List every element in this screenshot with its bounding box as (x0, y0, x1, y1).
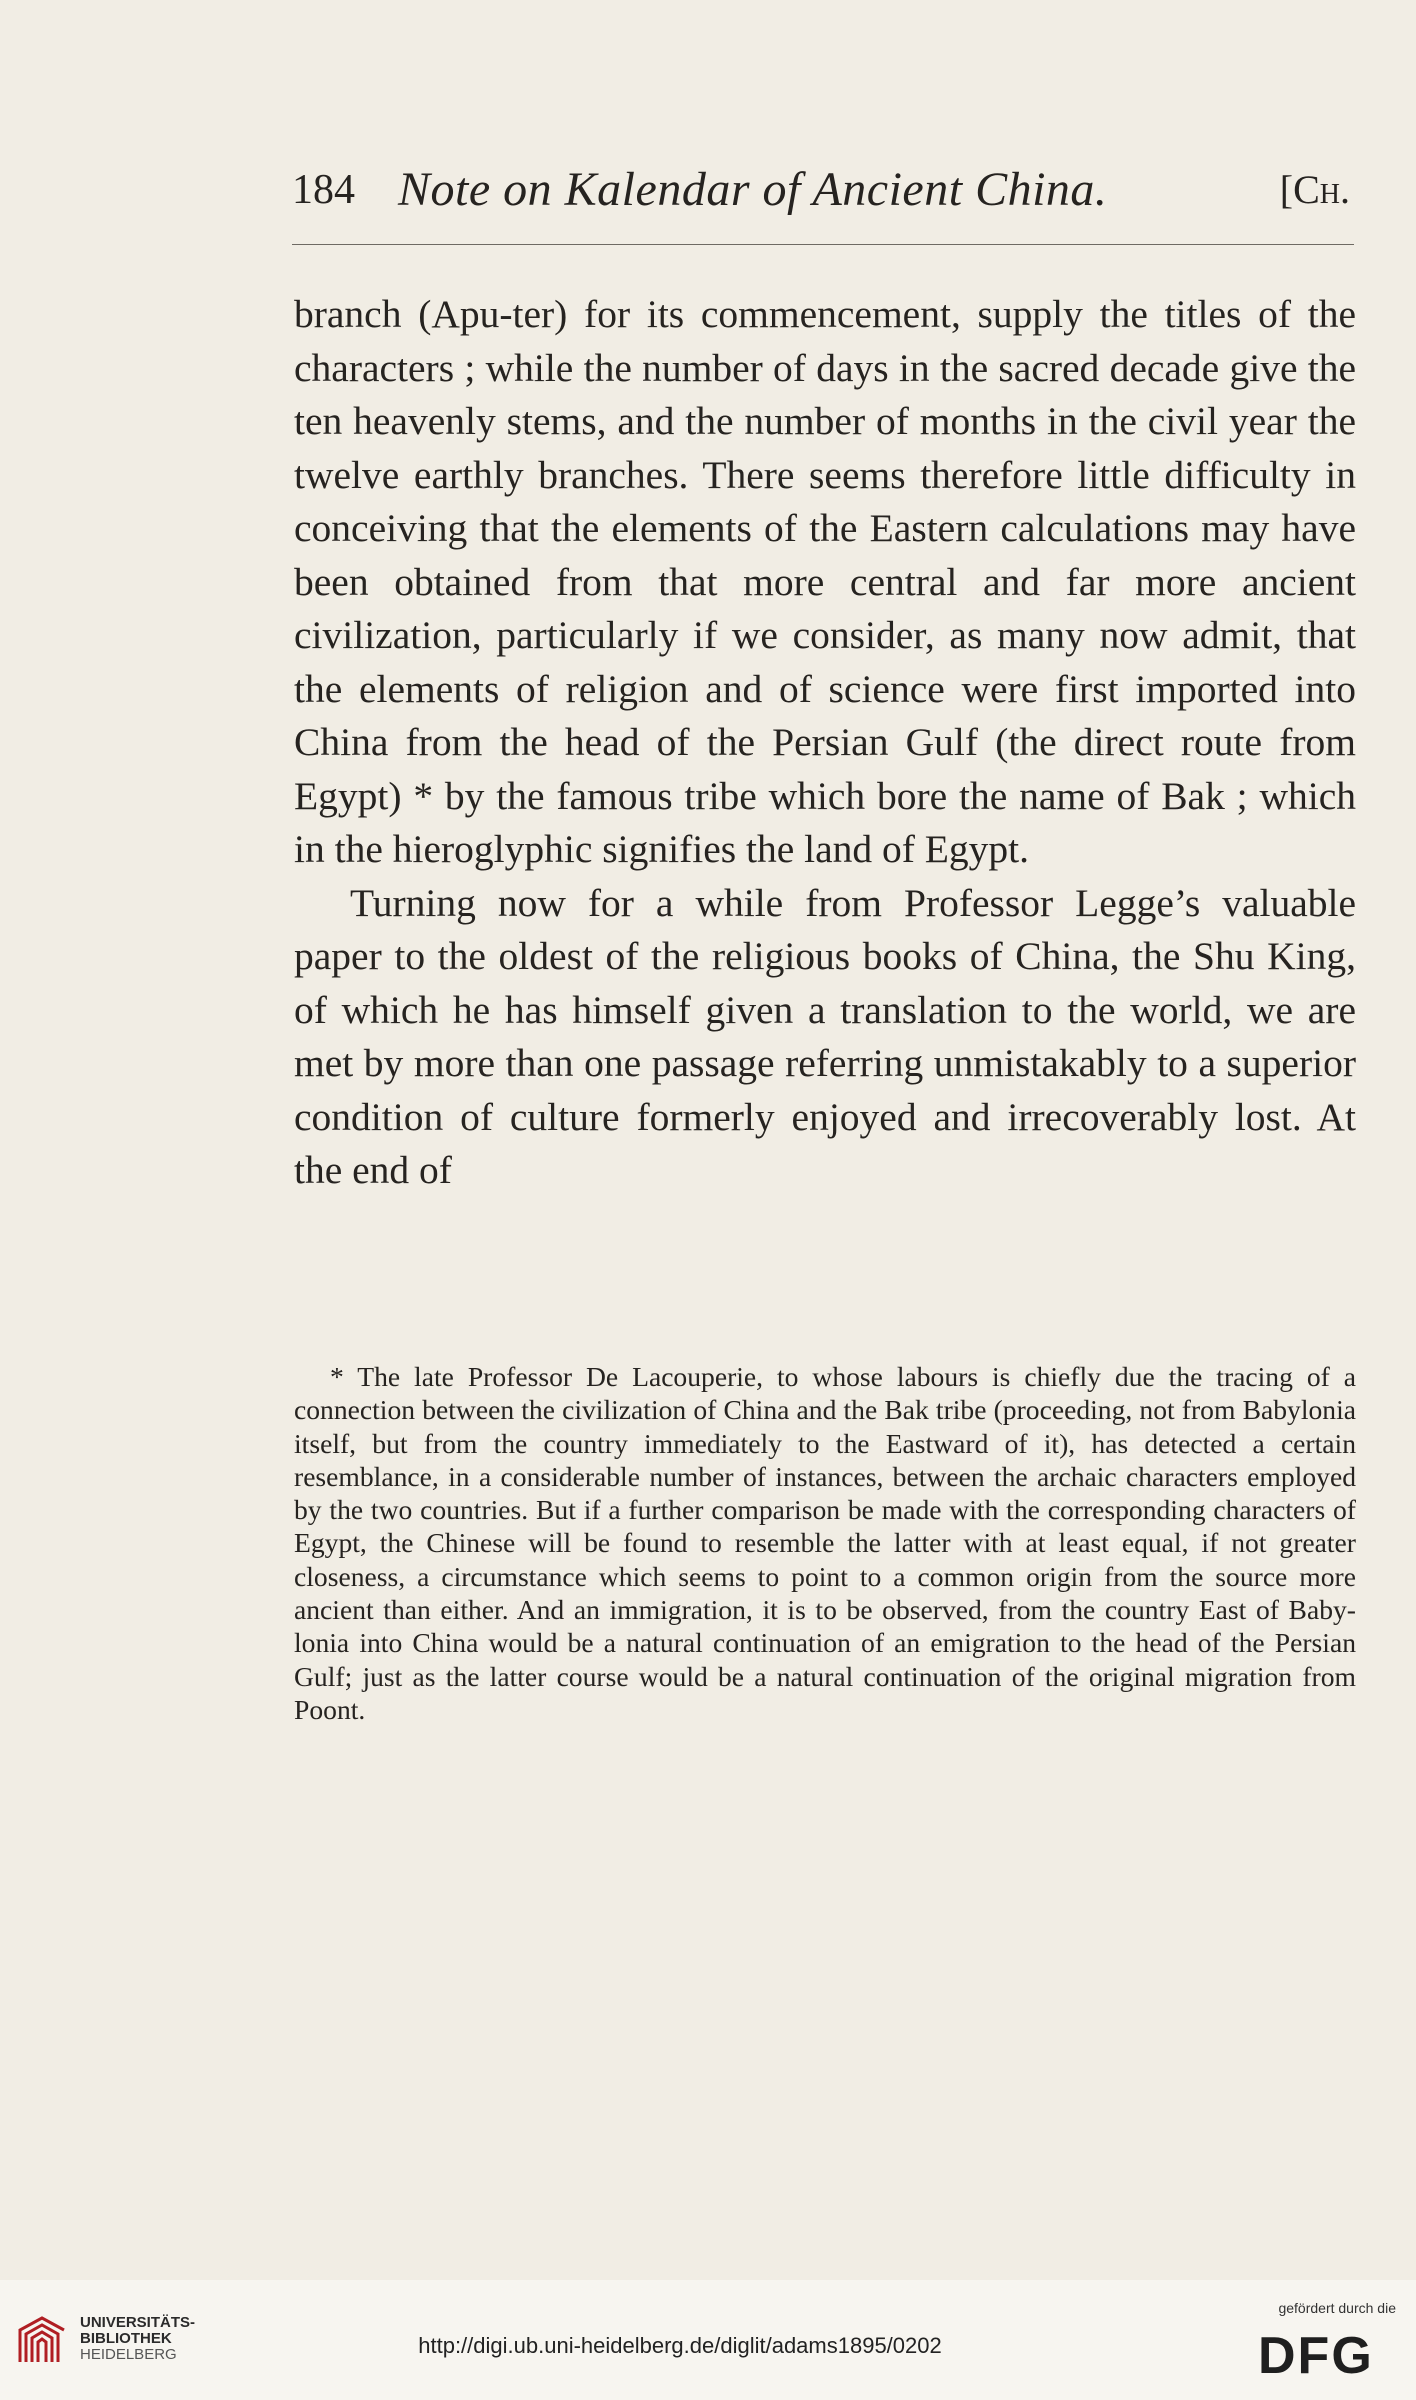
paragraph-continued: branch (Apu-ter) for its commencement, supply the titles of the characters ; while the number of days in the sacred decade give the ten heavenly stems, and the number of months in the civil year the twelve earthly branches. There seems therefore little difficulty in conceiving that the elements of the Eastern calculations may have been obtained from that more central and far more ancient civilization, particularly if we consider, as many now admit, that the elements of religion and of science were first imported into China from the head of the Persian Gulf (the direct route from Egypt) * by the famous tribe which bore the name of Bak ; which in the hieroglyphic signifies the land of Egypt. (294, 292, 1356, 871)
library-name-line-2: BIBLIOTHEK (80, 2330, 172, 2347)
chapter-mark: [Ch. (1279, 167, 1350, 212)
svg-text:DFG: DFG (1258, 2327, 1374, 2381)
running-head (292, 160, 1354, 220)
source-url-link[interactable]: http://digi.ub.uni-heidelberg.de/diglit/adams1895/0202 (418, 2333, 942, 2358)
dfg-logo (1258, 2325, 1398, 2381)
header-rule (292, 244, 1354, 245)
page-number: 184 (292, 167, 355, 213)
paragraph-turning-now: Turning now for a while from Professor Legge’s valuable paper to the oldest of the religious books of China, the Shu King, of which he has himself given a translation to the world, we are met by more than one passage referring unmistakably to a superior condition of culture formerly enjoyed and irrecoverably lost. At the end of (294, 880, 1356, 1192)
body-text (294, 288, 1356, 1198)
footnote-lacouperie: * The late Professor De Lacouperie, to whose labours is chiefly due the tracing of a connection between the civilization of China and the Bak tribe (proceeding, not from Babylonia itself, but from the country immediately to the Eastward of it), has detected a certain resemblance, in a considerable number of instances, between the archaic characters employed by the two countries. But if a further comparison be made with the corresponding characters of Egypt, the Chinese will be found to resemble the latter with at least equal, if not greater closeness, a circumstance which seems to point to a common origin from the source more ancient than either. And an immigration, it is to be observed, from the country East of Babylonia into China would be a natural continuation of an emigration to the head of the Persian Gulf; just as the latter course would be a natural continuation of the original migration from Poont. (294, 1361, 1356, 1725)
running-title: Note on Kalendar of Ancient China. (398, 163, 1108, 216)
library-name-line-1: UNIVERSITÄTS- (80, 2314, 196, 2331)
library-name-line-3: HEIDELBERG (80, 2346, 177, 2363)
funder-note: gefördert durch die (1278, 2300, 1396, 2316)
library-name (80, 2315, 195, 2363)
university-library-logo (14, 2312, 70, 2368)
footnote-block (294, 1360, 1356, 1726)
